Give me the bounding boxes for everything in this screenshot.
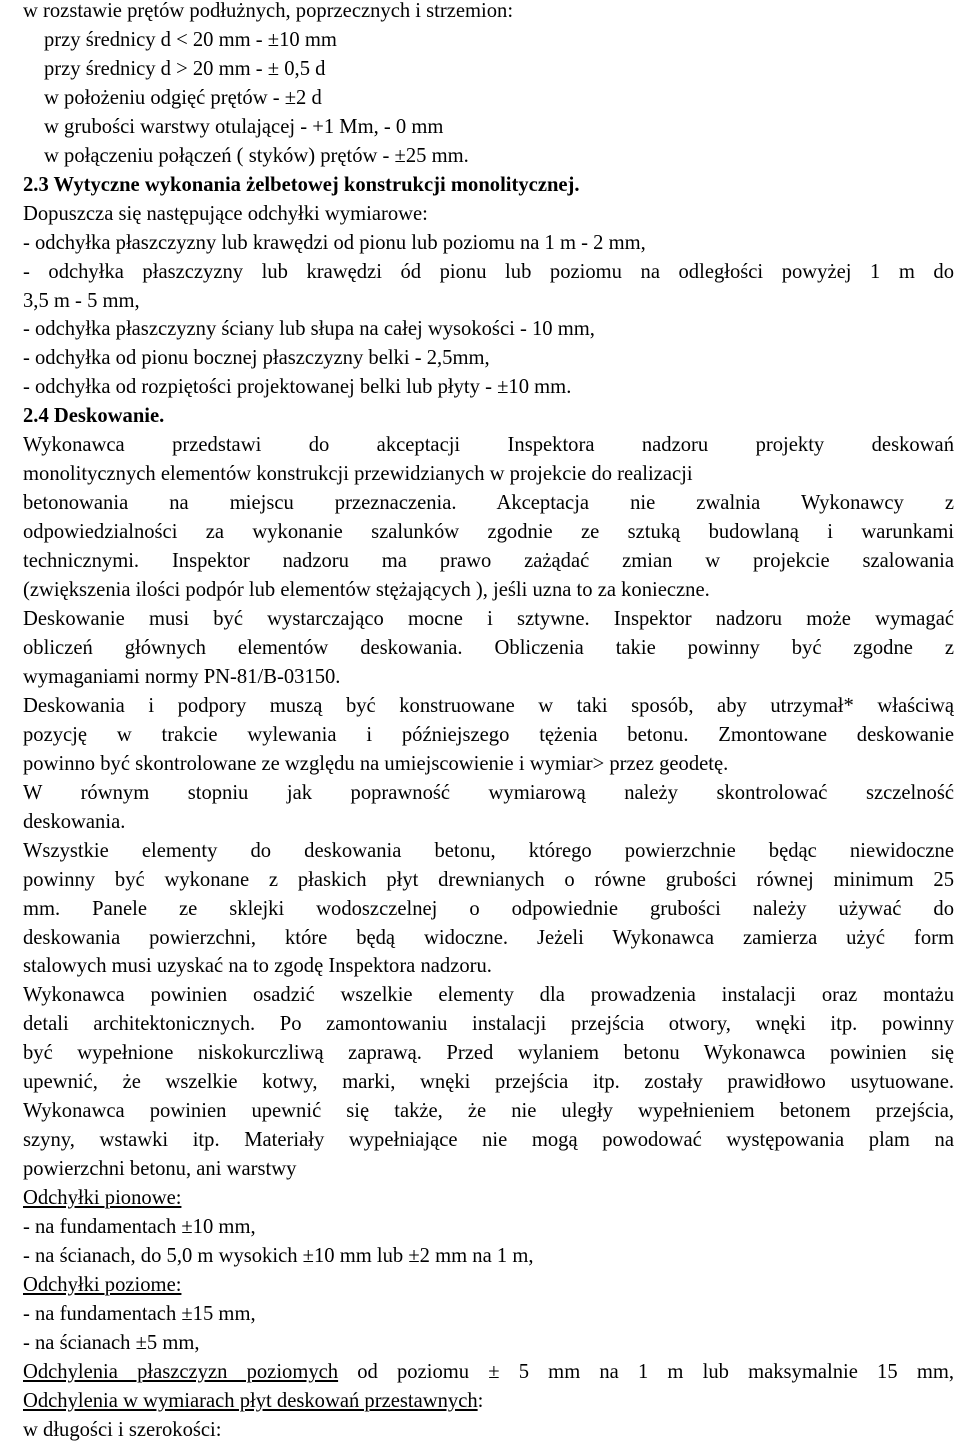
paragraph-line: betonowania na miejscu przeznaczenia. Akceptacja nie zwalnia Wykonawcy z	[23, 492, 954, 515]
deviation-item: - na fundamentach ±10 mm,	[23, 1216, 256, 1239]
deviation-item: - na ścianach ±5 mm,	[23, 1331, 200, 1354]
paragraph-line: Wykonawca przedstawi do akceptacji Inspektora nadzoru projekty deskowań	[23, 434, 954, 457]
vertical-deviations-label-text: Odchyłki pionowe:	[23, 1187, 182, 1210]
paragraph-line: - odchyłka od pionu bocznej płaszczyzny belki - 2,5mm,	[23, 347, 490, 370]
paragraph-line: upewnić, że wszelkie kotwy, marki, wnęki przejścia itp. zostały prawidłowo usytuowane.	[23, 1071, 954, 1094]
paragraph-line: mm. Panele ze sklejki wodoszczelnej o odpowiednie grubości należy używać do	[23, 897, 954, 920]
tolerance-item: w połączeniu połączeń ( styków) prętów - ±25 mm.	[44, 144, 469, 167]
paragraph-line: odpowiedzialności za wykonanie szalunków zgodnie ze sztuką budowlaną i warunkami	[23, 521, 954, 544]
section-heading-2-4: 2.4 Deskowanie.	[23, 405, 165, 428]
paragraph-line: być wypełnione niskokurczliwą zaprawą. Przed wylaniem betonu Wykonawca powinien się	[23, 1042, 954, 1065]
tolerance-item: przy średnicy d < 20 mm - ±10 mm	[44, 28, 337, 51]
tolerance-item: w grubości warstwy otulającej - +1 Mm, - 0 mm	[44, 115, 444, 138]
paragraph-line: Wykonawca powinien upewnić się także, że nie uległy wypełnieniem betonem przejścia,	[23, 1100, 954, 1123]
paragraph-line: wymaganiami normy PN-81/B-03150.	[23, 665, 341, 688]
paragraph-line: deskowania powierzchni, które będą widoczne. Jeżeli Wykonawca zamierza użyć form	[23, 926, 954, 949]
paragraph-line: Wszystkie elementy do deskowania betonu, którego powierzchnie będąc niewidoczne	[23, 839, 954, 862]
paragraph-line: Wykonawca powinien osadzić wszelkie elementy dla prowadzenia instalacji oraz montażu	[23, 984, 954, 1007]
paragraph-line: Deskowanie musi być wystarczająco mocne i sztywne. Inspektor nadzoru może wymagać	[23, 608, 954, 631]
horizontal-deviations-label-text: Odchyłki poziome:	[23, 1273, 182, 1296]
paragraph-line: detali architektonicznych. Po zamontowaniu instalacji przejścia otwory, wnęki itp. powinny	[23, 1013, 954, 1036]
length-width-line: w długości i szerokości:	[23, 1418, 222, 1441]
slabs-deviation-label: Odchylenia w wymiarach płyt deskowań przestawnych	[23, 1389, 478, 1412]
paragraph-line: technicznymi. Inspektor nadzoru ma prawo zażądać zmian w projekcie szalowania	[23, 550, 954, 573]
paragraph-line: powierzchni betonu, ani warstwy	[23, 1158, 297, 1181]
paragraph-line: - odchyłka płaszczyzny lub krawędzi od pionu lub poziomu na 1 m - 2 mm,	[23, 231, 646, 254]
slabs-deviation-suffix: :	[477, 1389, 484, 1412]
paragraph-line: stalowych musi uzyskać na to zgodę Inspektora nadzoru.	[23, 955, 492, 978]
slabs-deviation-line	[23, 1387, 954, 1416]
paragraph-line: obliczeń głównych elementów deskowania. Obliczenia takie powinny być zgodne z	[23, 636, 954, 659]
deviation-item: - na fundamentach ±15 mm,	[23, 1302, 256, 1325]
paragraph-line: powinno być skontrolowane ze względu na umiejscowienie i wymiar> przez geodetę.	[23, 752, 729, 775]
paragraph-line: Deskowania i podpory muszą być konstruowane w taki sposób, aby utrzymał* właściwą	[23, 694, 954, 717]
horizontal-deviations-label	[23, 1271, 954, 1300]
paragraph-line: (zwiększenia ilości podpór lub elementów stężających ), jeśli uzna to za konieczne.	[23, 579, 710, 602]
tolerance-item: przy średnicy d > 20 mm - ± 0,5 d	[44, 57, 326, 80]
paragraph-line: - odchyłka płaszczyzny lub krawędzi ód pionu lub poziomu na odległości powyżej 1 m do	[23, 260, 954, 283]
paragraph-line: monolitycznych elementów konstrukcji przewidzianych w projekcie do realizacji	[23, 463, 693, 486]
vertical-deviations-label	[23, 1184, 954, 1213]
section-heading-2-3: 2.3 Wytyczne wykonania żelbetowej konstrukcji monolitycznej.	[23, 173, 580, 196]
planes-deviation-text: od poziomu ± 5 mm na 1 m lub maksymalnie 15 mm,	[338, 1360, 954, 1383]
paragraph-line: powinny być wykonane z płaskich płyt drewnianych o równe grubości równej minimum 25	[23, 868, 954, 891]
deviation-item: - na ścianach, do 5,0 m wysokich ±10 mm lub ±2 mm na 1 m,	[23, 1244, 534, 1267]
paragraph-line: - odchyłka od rozpiętości projektowanej belki lub płyty - ±10 mm.	[23, 376, 572, 399]
planes-deviation-label: Odchylenia płaszczyzn poziomych	[23, 1360, 339, 1383]
paragraph-line: Dopuszcza się następujące odchyłki wymiarowe:	[23, 202, 428, 225]
paragraph-line: W równym stopniu jak poprawność wymiarową należy skontrolować szczelność	[23, 781, 954, 804]
tolerance-intro: w rozstawie prętów podłużnych, poprzecznych i strzemion:	[23, 0, 514, 22]
tolerance-item: w położeniu odgięć prętów - ±2 d	[44, 86, 322, 109]
paragraph-line: 3,5 m - 5 mm,	[23, 289, 140, 312]
paragraph-line: deskowania.	[23, 810, 126, 833]
planes-deviation-line	[23, 1358, 954, 1387]
paragraph-line: pozycję w trakcie wylewania i późniejszego tężenia betonu. Zmontowane deskowanie	[23, 723, 954, 746]
paragraph-line: szyny, wstawki itp. Materiały wypełniające nie mogą powodować występowania plam na	[23, 1129, 954, 1152]
paragraph-line: - odchyłka płaszczyzny ściany lub słupa na całej wysokości - 10 mm,	[23, 318, 595, 341]
